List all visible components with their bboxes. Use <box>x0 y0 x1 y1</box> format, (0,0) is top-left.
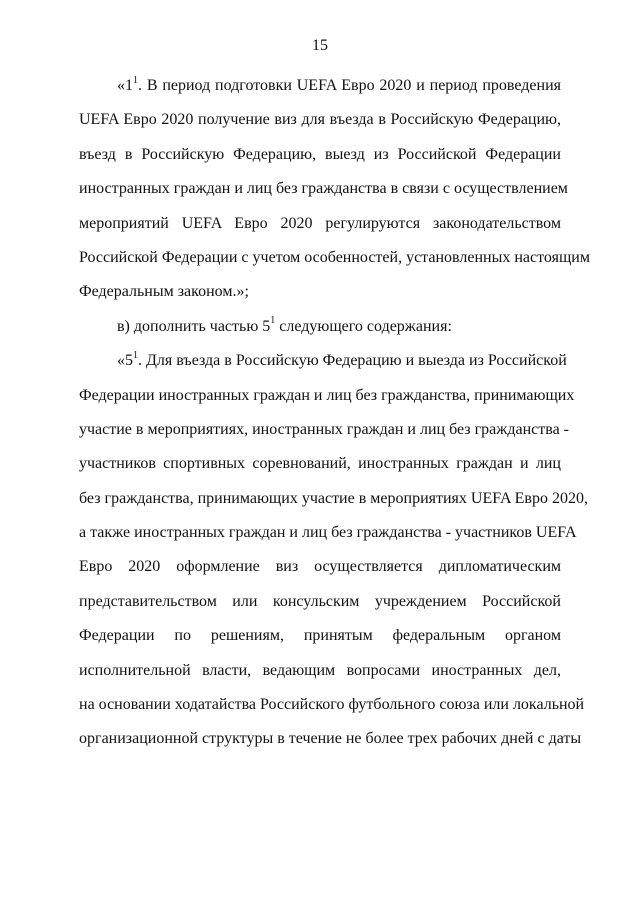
text-line: без гражданства, принимающих участие в мероприятиях UEFA Евро 2020, <box>79 489 588 507</box>
page-number: 15 <box>312 37 328 54</box>
line-text-start: в) дополнить частью 5 <box>117 317 271 335</box>
text-line: организационной структуры в течение не более трех рабочих дней с даты <box>79 730 582 748</box>
text-line: а также иностранных граждан и лиц без гражданства - участников UEFA <box>79 524 577 542</box>
line-text-end: следующего содержания: <box>275 317 452 335</box>
text-line <box>79 69 561 103</box>
text-line: иностранных граждан и лиц без гражданства в связи с осуществлением <box>79 180 568 198</box>
text-line: Федеральным законом.»; <box>79 283 249 301</box>
document-body <box>79 69 590 757</box>
text-line: въезд в Российскую Федерацию, выезд из Российской Федерации <box>79 145 561 163</box>
superscript-index: 1 <box>270 315 276 327</box>
text-line: участие в мероприятиях, иностранных граждан и лиц без гражданства - <box>79 420 570 438</box>
text-line <box>79 310 561 344</box>
text-line: Федерации по решениям, принятым федеральным органом <box>79 627 561 645</box>
paragraph <box>79 310 561 344</box>
line-text-start: «5 <box>117 352 133 370</box>
text-line: Евро 2020 оформление виз осуществляется дипломатическим <box>79 558 561 576</box>
line-text-end: . В период подготовки UEFA Евро 2020 и период проведения <box>138 77 561 94</box>
text-line: UEFA Евро 2020 получение виз для въезда в Российскую Федерацию, <box>79 111 561 129</box>
text-line: участников спортивных соревнований, иностранных граждан и лиц <box>79 455 561 473</box>
text-line <box>79 344 567 378</box>
text-line: Федерации иностранных граждан и лиц без гражданства, принимающих <box>79 386 575 404</box>
line-text-end: . Для въезда в Российскую Федерацию и выезда из Российской <box>138 352 567 370</box>
text-line: представительством или консульским учреждением Российской <box>79 592 561 610</box>
text-line: мероприятий UEFA Евро 2020 регулируются законодательством <box>79 214 561 232</box>
line-text-start: «1 <box>117 77 133 94</box>
text-line: на основании ходатайства Российского футбольного союза или локальной <box>79 696 585 714</box>
paragraph <box>79 69 590 310</box>
paragraph <box>79 344 588 757</box>
text-line: исполнительной власти, ведающим вопросами иностранных дел, <box>79 661 561 679</box>
superscript-index: 1 <box>133 74 138 86</box>
superscript-index: 1 <box>133 349 138 361</box>
text-line: Российской Федерации с учетом особенностей, установленных настоящим <box>79 248 590 266</box>
